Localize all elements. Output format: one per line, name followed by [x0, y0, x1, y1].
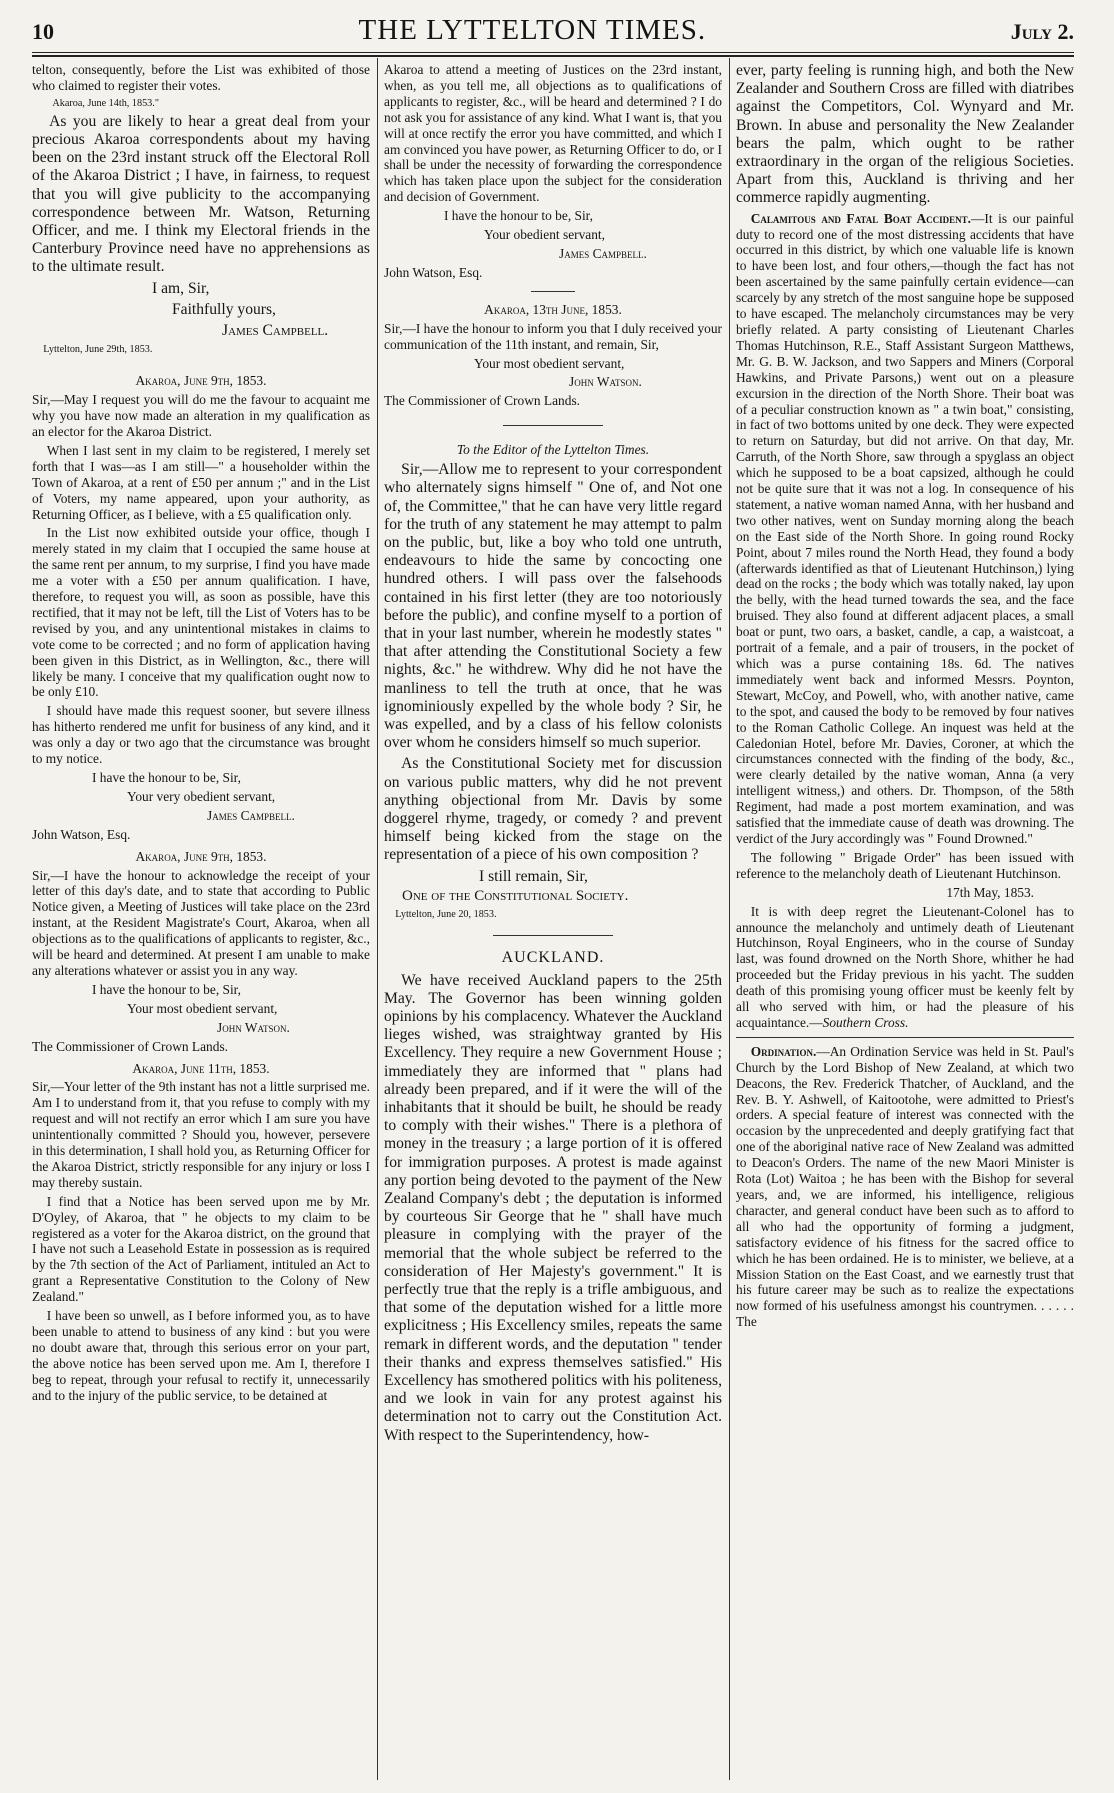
dateline: Akaroa, June 14th, 1853."	[52, 97, 159, 109]
paragraph: As the Constitutional Society met for discussion on various public matters, why did he not prevent anything objectional from Mr. Davis by some doggerel rhyme, tragedy, or comedy ? and prevent himself being kicked from the stage on the representation of a piece of his own composition ?	[384, 755, 722, 864]
item-body: —An Ordination Service was held in St. Paul's Church by the Lord Bishop of New Zealand, at which two Deacons, the Rev. Frederick Thatcher, of Auckland, and the Rev. B. Y. Ashwell, of Kaitootohe, were admitted to Priest's orders. A special feature of interest was connected with the occasion by the unprecedented and deeply gratifying fact that one of the aboriginal native race of New Zealand was admitted to Deacon's Orders. The name of the new Maori Minister is Rota (Lot) Waitoa ; he has been with the Bishop for several years, and, we are informed, his intelligence, religious character, and general conduct have been such as to afford to all who had the opportunity of forming a judgment, satisfactory evidence of his fitness for the sacred office to which he has been ordained. He is to minister, we believe, at a Mission Station on the East Coast, and we earnestly trust that his future career may be such as to realize the expectations now formed of his usefulness amongst his countrymen. . . . . . The	[736, 1043, 1074, 1330]
paragraph: Sir,—Your letter of the 9th instant has not a little surprised me. Am I to understand from it, that you refuse to comply with my request and will not rectify an error which I am sure you have unintentionally committed ? Should you, however, persevere in this determination, I shall hold you, as Returning Officer for the Akaroa District, strictly responsible for any injury or loss I may thereby sustain.	[32, 1079, 370, 1190]
paragraph: I should have made this request sooner, but severe illness has hitherto rendered me unfit for business of any kind, and it was only a day or two ago that the circumstance was brought to my notice.	[32, 703, 370, 767]
addressee: John Watson, Esq.	[32, 826, 131, 842]
paragraph: Akaroa to attend a meeting of Justices on the 23rd instant, when, as you tell me, all objections as to qualifications of applicants to register, &c., will be heard and determined ? I do not ask you for assistance of any kind. What I want is, that you will at once rectify the error you have committed, and which I am convinced you have power, as Returning Officer to do, or I shall be under the necessity of forwarding the correspondence which has taken place upon the subject for the consideration and decision of Government.	[384, 62, 722, 205]
masthead-rule-double	[32, 55, 1074, 57]
separator-rule	[736, 1037, 1074, 1038]
column-divider	[377, 58, 378, 1780]
letter-dateline: Akaroa, 13th June, 1853.	[484, 301, 622, 317]
column-1	[32, 62, 370, 1780]
separator-rule	[503, 425, 603, 426]
addressee: The Commissioner of Crown Lands.	[32, 1038, 229, 1054]
dateline: 17th May, 1853.	[946, 884, 1034, 900]
addressee: The Commissioner of Crown Lands.	[384, 393, 581, 409]
signature-line: Your most obedient servant,	[127, 1000, 278, 1016]
news-item	[736, 1044, 1074, 1330]
item-heading: Ordination.	[750, 1043, 817, 1059]
signature-line: Your most obedient servant,	[474, 355, 625, 371]
column-3	[736, 62, 1074, 1780]
signature-name: John Watson.	[569, 374, 642, 390]
dateline: Lyttelton, June 29th, 1853.	[43, 344, 153, 356]
issue-date: July 2.	[1010, 19, 1074, 44]
signature-line: Faithfully yours,	[172, 300, 276, 318]
signature-line: I still remain, Sir,	[479, 867, 588, 885]
newspaper-title: THE LYTTELTON TIMES.	[358, 14, 707, 46]
signature-name: One of the Constitutional Society.	[402, 887, 629, 904]
paragraph-text: It is with deep regret the Lieutenant-Colonel has to announce the melancholy and untimely death of Lieutenant Hutchinson, Royal Engineers, who in the course of Sunday last, was found drowned on the North Shore, whither he had proceeded but the Friday previous in his yacht. The sudden death of this promising young officer must be keenly felt by all who served with him, or had the pleasure of his acquaintance.—	[736, 903, 1074, 1030]
dateline: Lyttelton, June 20, 1853.	[395, 908, 497, 920]
letter-dateline: Akaroa, June 9th, 1853.	[135, 848, 267, 864]
signature-line: I am, Sir,	[152, 279, 210, 297]
paragraph	[736, 904, 1074, 1031]
source-credit: Southern Cross.	[822, 1014, 909, 1030]
paragraph: Sir,—Allow me to represent to your correspondent who alternately signs himself " One of, and Not one of, the Committee," that he can have very little regard for the truth of any statement he may attempt to palm on the public, but, like a boy who told one untruth, endeavours to hide the same by concocting one hundred others. I will pass over the falsehoods contained in his first letter (they are too notoriously before the public), and confine myself to a portion of that in your last number, wherein he modestly states " that after attending the Constitutional Society a few nights, &c." he withdrew. Why did he not have the manliness to tell the truth at once, that he was ignominiously expelled by the whole body ? Sir, he was expelled, and by a class of his fellow colonists over whom he considers himself so much superior.	[384, 461, 722, 752]
signature-line: I have the honour to be, Sir,	[92, 981, 241, 997]
letter-dateline: Akaroa, June 11th, 1853.	[132, 1060, 270, 1076]
signature-line: Your obedient servant,	[484, 227, 605, 243]
paragraph: I find that a Notice has been served upon me by Mr. D'Oyley, of Akaroa, that " he objects to my claim to be registered as a voter for the Akaroa district, on the ground that I have not such a Leasehold Estate in possession as is required by the 7th section of the Act of Parliament, intituled an Act to grant a Representative Constitution to the Colony of New Zealand."	[32, 1193, 370, 1305]
paragraph: telton, consequently, before the List was exhibited of those who claimed to register their votes.	[32, 62, 370, 93]
separator-rule	[531, 291, 575, 292]
paragraph: Sir,—I have the honour to acknowledge the receipt of your letter of this day's date, and to state that according to Public Notice given, a Meeting of Justices will take place on the 23rd instant, at the Resident Magistrate's Court, Akaroa, when all objections as to the qualifications of applicants to register, &c., will be heard and determined. At present I am unable to make any alterations whatever or assist you in any way.	[32, 867, 370, 978]
signature-name: James Campbell.	[559, 245, 647, 261]
signature-line: I have the honour to be, Sir,	[444, 208, 593, 224]
signature-line: I have the honour to be, Sir,	[92, 770, 241, 785]
item-body: —It is our painful duty to record one of the most distressing accidents that have occurred in this district, by which one valuable life is known to have been lost, and four others,—though the fact has not been ascertained by the same painfully certain evidence—can scarcely by any stretch of the most sanguine hope be supposed to have escaped. The melancholy circumstances may be very briefly related. A party consisting of Lieutenant Charles Thomas Hutchinson, R.E., Staff Assistant Surgeon Matthews, Mr. G. B. W. Jackson, and two Sappers and Miners (Corporal Hawkins, and Private Parsons,) went out on a pleasure excursion in the direction of the North Shore. Their boat was of a peculiar construction known as " a twin boat," consisting, in fact of two bottoms united by one deck. They were expected to return on Saturday, but did not arrive. On that day, Mr. Carruth, of the North Shore, saw through a spyglass an object which he supposed to be a boat capsized, although he could not be quite sure that it was not a log. In consequence of his statement, a native woman named Anna, with her husband and two other natives, went on Sunday morning along the beach on the East side of the North Shore. In going round Rocky Point, about 7 miles round the North Head, they found a body (afterwards identified as that of Lieutenant Hutchinson,) lying dead on the rocks ; the body which was totally naked, lay upon the belly, with the head turned towards the sea, and the face bruised. They also found at different adjacent places, a small boat or punt, two oars, a basket, candle, a cap, a waistcoat, a portrait of a female, and a pair of trousers, in the pocket of which was a purse containing 18s. 6d. The natives immediately went back and informed Messrs. Poynton, Stewart, McCoy, and Powell, who, with another native, came to the spot, and caused the body to be removed by four natives to the Roman Catholic College. An inquest was held at the Caledonian Hotel, before Mr. Davies, Coroner, at which the circumstances connected with the finding of the body, &c., were clearly detailed by the native woman, Anna (a very intelligent witness,) and others. Dr. Thompson, of the 58th Regiment, had made a post mortem examination, and was satisfied that the immediate cause of death was drowning. The verdict of the Jury accordingly was " Found Drowned."	[736, 210, 1074, 846]
signature-name: James Campbell.	[222, 322, 329, 340]
paragraph: I have been so unwell, as I before informed you, as to have been unable to attend to business of any kind : but you were no doubt aware that, through this serious error on your part, the above notice has been served upon me. Am I, therefore I beg to repeat, through your refusal to rectify it, unnecessarily and to the injury of the public service, to be detained at	[32, 1308, 370, 1403]
signature-name: John Watson.	[217, 1019, 290, 1035]
signature-line: Your very obedient servant,	[127, 788, 276, 804]
paragraph: As you are likely to hear a great deal from your precious Akaroa correspondents about my having been on the 23rd instant struck off the Electoral Roll of the Akaroa District ; I have, in fairness, to request that you will give publicity to the accompanying correspondence between Mr. Watson, Returning Officer, and me. I think my Electoral friends in the Canterbury Province need have no apprehensions as to the ultimate result.	[32, 112, 370, 276]
paragraph: Sir,—May I request you will do me the favour to acquaint me why you have now made an alteration in my qualification as an elector for the Akaroa District.	[32, 392, 370, 439]
paragraph: We have received Auckland papers to the 25th May. The Governor has been winning golden opinions by his complacency. Whatever the Auckland lieges wished, was straightway granted by His Excellency. They require a new Government House ; immediately they are informed that " plans had already been prepared, and if it were the will of the inhabitants that it should be built, he should be ready to comply with their wishes." There is a plethora of money in the treasury ; a large portion of it is offered for immigration purposes. A protest is made against any portion being devoted to the payment of the New Zealand Company's debt ; the deputation is informed by courteous Sir George that he " shall have much pleasure in complying with the prayer of the memorial that the whole subject be referred to the consideration of Her Majesty's government." It is perfectly true that the reply is a trifle ambiguous, and that some of the deputation wished for a little more explicitness ; His Excellency smiles, repeats the same remark in different words, and the deputation " tender their thanks and express themselves satisfied." His Excellency has smothered politics with his politeness, and we look in vain for any protest against his determination not to carry out the Constitution Act. With respect to the Superintendency, how-	[384, 971, 722, 1444]
addressee: John Watson, Esq.	[384, 264, 483, 280]
column-divider	[729, 58, 730, 1780]
letter-dateline: Akaroa, June 9th, 1853.	[135, 373, 267, 389]
paragraph: Sir,—I have the honour to inform you that I duly received your communication of the 11th instant, and remain, Sir,	[384, 320, 722, 352]
column-2	[384, 62, 722, 1780]
section-heading: To the Editor of the Lyttelton Times.	[456, 442, 650, 458]
item-heading: Calamitous and Fatal Boat Accident.	[750, 210, 971, 226]
page-number: 10	[32, 19, 54, 44]
masthead	[32, 14, 1074, 50]
paragraph: In the List now exhibited outside your office, though I merely stated in my claim that I occupied the same house at the same rent per annum, to my surprise, I find you have made me a voter with a £50 per annum qualification. I have, therefore, to request you will, as soon as possible, have this rectified, that it may not be left, till the List of Voters has to be revised by you, and any unintentional mistakes in claims to vote come to be corrected ; and no form of application having been given in this District, as in Wellington, &c., there will likely be many. I conceive that my qualification ought now to be only £10.	[32, 525, 370, 700]
news-item	[736, 211, 1074, 847]
paragraph: ever, party feeling is running high, and both the New Zealander and Southern Cross are filled with diatribes against the Competitors, Col. Wynyard and Mr. Brown. In abuse and personality the New Zealander bears the palm, which ought to be rather extraordinary in the organ of the religious Societies. Apart from this, Auckland is thriving and her commerce rapidly augmenting.	[736, 62, 1074, 207]
masthead-rule	[32, 52, 1074, 53]
paragraph: When I last sent in my claim to be registered, I merely set forth that I was—as I am still—" a householder within the Town of Akaroa, at a rent of £50 per annum ;" and in the List of Voters, my name appeared, upon your authority, as Returning Officer, as I believe, with a £5 qualification only.	[32, 442, 370, 522]
separator-rule	[493, 935, 613, 936]
section-heading: AUCKLAND.	[501, 948, 605, 966]
paragraph: The following " Brigade Order" has been issued with reference to the melancholy death of Lieutenant Hutchinson.	[736, 849, 1074, 881]
signature-name: James Campbell.	[207, 807, 295, 823]
